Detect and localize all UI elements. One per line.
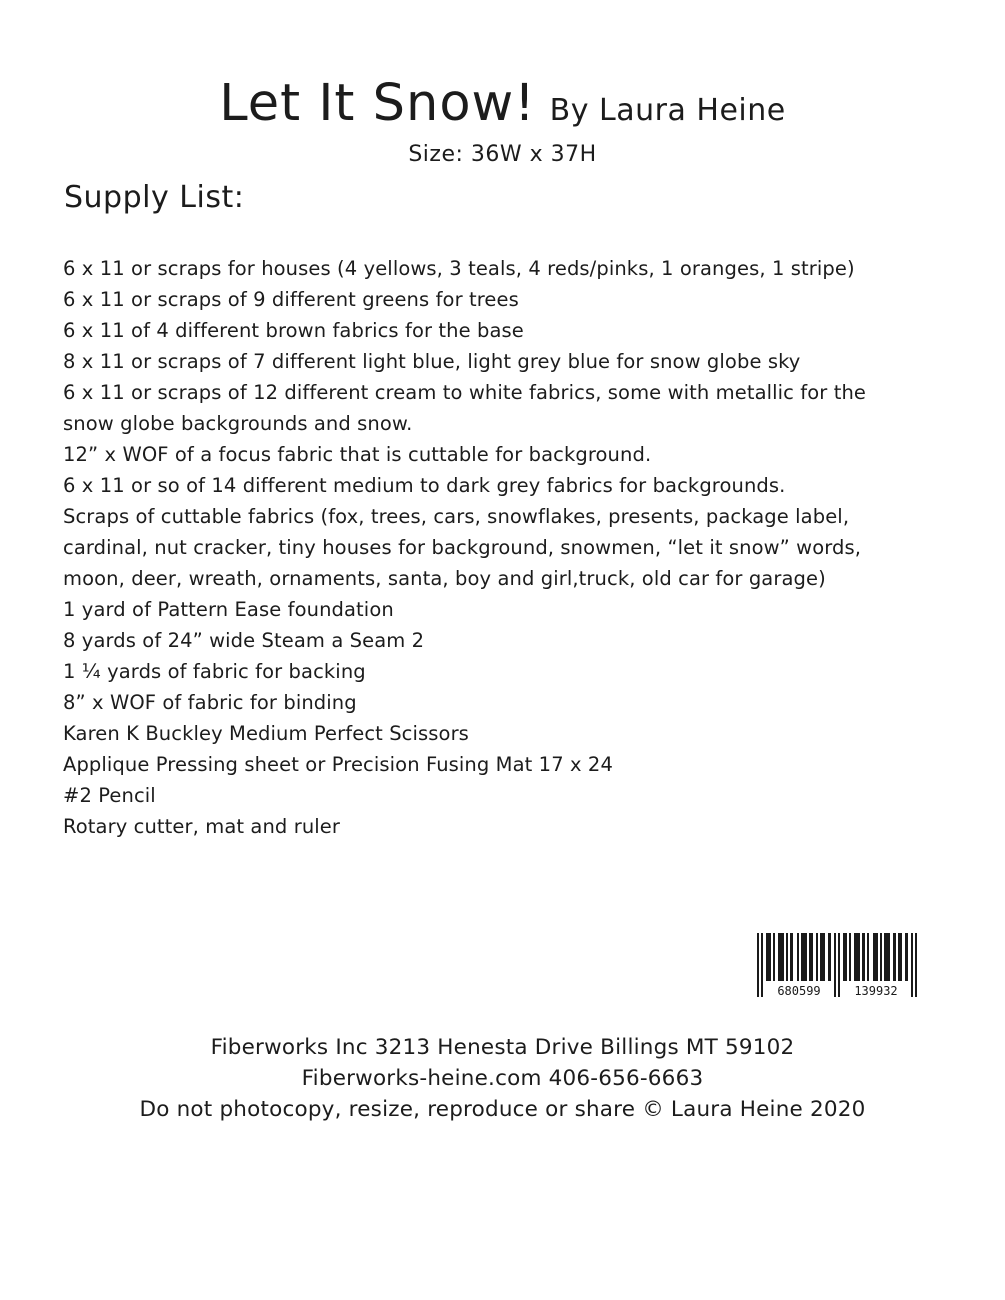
footer-contact: Fiberworks-heine.com 406-656-6663: [301, 1066, 704, 1091]
supply-list-item: 6 x 11 or scraps of 12 different cream to white fabrics, some with metallic for the snow globe backgrounds and snow.: [63, 381, 867, 435]
document-header: [0, 74, 1005, 167]
supply-list-item: #2 Pencil: [63, 784, 156, 807]
supply-list-item: 12” x WOF of a focus fabric that is cuttable for background.: [63, 443, 652, 466]
supply-list-item: 8” x WOF of fabric for binding: [63, 691, 357, 714]
document-footer: [0, 1032, 1005, 1125]
footer-copyright: Do not photocopy, resize, reproduce or share © Laura Heine 2020: [139, 1097, 866, 1122]
supply-list-item: Scraps of cuttable fabrics (fox, trees, cars, snowflakes, presents, package label, cardinal, nut cracker, tiny houses for background, snowmen, “let it snow” words, moon, deer, wreath, ornaments, santa, boy and girl,truck, old car for garage): [63, 505, 862, 590]
page-title: [0, 74, 1005, 133]
supply-list-item: 6 x 11 or scraps for houses (4 yellows, 3 teals, 4 reds/pinks, 1 oranges, 1 stripe): [63, 257, 855, 280]
supply-list-item: 1 ¼ yards of fabric for backing: [63, 660, 366, 683]
size-line: Size: 36W x 37H: [408, 142, 597, 167]
supply-list-item: 8 yards of 24” wide Steam a Seam 2: [63, 629, 425, 652]
supply-list-heading: Supply List:: [64, 180, 245, 215]
supply-list-item: Karen K Buckley Medium Perfect Scissors: [63, 722, 469, 745]
barcode: [757, 933, 919, 999]
supply-list: [63, 253, 923, 842]
footer-address: Fiberworks Inc 3213 Henesta Drive Billings MT 59102: [210, 1035, 795, 1060]
supply-list-item: Applique Pressing sheet or Precision Fusing Mat 17 x 24: [63, 753, 613, 776]
supply-list-item: 6 x 11 or so of 14 different medium to dark grey fabrics for backgrounds.: [63, 474, 786, 497]
byline: By Laura Heine: [549, 93, 786, 128]
supply-list-item: 6 x 11 or scraps of 9 different greens for trees: [63, 288, 519, 311]
barcode-left-digits: 680599: [766, 983, 832, 999]
supply-list-item: Rotary cutter, mat and ruler: [63, 815, 341, 838]
supply-list-item: 8 x 11 or scraps of 7 different light blue, light grey blue for snow globe sky: [63, 350, 801, 373]
supply-list-item: 6 x 11 of 4 different brown fabrics for the base: [63, 319, 524, 342]
pattern-title: Let It Snow!: [219, 74, 536, 133]
barcode-right-digits: 139932: [843, 983, 909, 999]
supply-list-item: 1 yard of Pattern Ease foundation: [63, 598, 394, 621]
